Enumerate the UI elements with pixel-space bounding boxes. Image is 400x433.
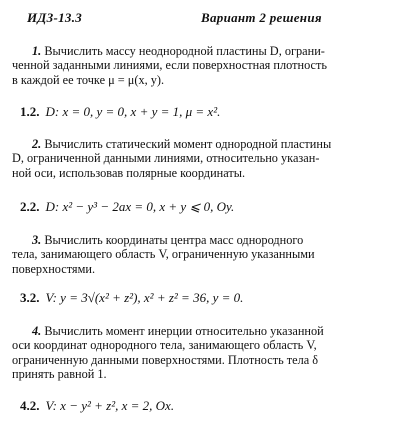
- problem-4-line-3: ограниченную данными поверхностями. Плотность тела δ: [12, 352, 319, 367]
- problem-4-number: 4.: [32, 324, 42, 338]
- problem-4-line-2: оси координат однородного тела, занимающего область V,: [12, 338, 317, 353]
- problem-2-line-2: D, ограниченной данными линиями, относительно указан-: [12, 151, 320, 166]
- header-left-title: ИДЗ-13.3: [27, 10, 83, 25]
- problem-3-number: 3.: [32, 233, 42, 247]
- problem-3-line-3: поверхностями.: [12, 261, 96, 276]
- problem-3-line-2: тела, занимающего область V, ограниченную указанными: [12, 247, 315, 262]
- problem-1-text: [12, 44, 388, 87]
- problem-4-text: [12, 324, 388, 382]
- problem-1-line-2: ченной заданными линиями, если поверхностная плотность: [12, 58, 327, 73]
- problem-4-line-1: 4. Вычислить момент инерции относительно указанной: [32, 324, 324, 338]
- problem-4-subtask: [20, 398, 174, 414]
- problem-2-subtask: [20, 199, 234, 215]
- problem-2-line-1: 2. Вычислить статический момент однородной пластины: [32, 137, 332, 151]
- subtask-2-label: 2.2.: [20, 199, 40, 214]
- subtask-1-formula: D: x = 0, y = 0, x + y = 1, μ = x².: [45, 104, 221, 119]
- problem-2-number: 2.: [32, 137, 42, 151]
- header-right-title: Вариант 2 решения: [201, 10, 322, 25]
- subtask-3-label: 3.2.: [20, 290, 40, 305]
- problem-3-subtask: [20, 290, 243, 306]
- problem-1-line-1: 1. Вычислить массу неоднородной пластины D, ограни-: [32, 44, 325, 58]
- subtask-3-formula: V: y = 3√(x² + z²), x² + z² = 36, y = 0.: [45, 290, 244, 305]
- problem-3-line-1: 3. Вычислить координаты центра масс однородного: [32, 233, 304, 247]
- problem-2-text: [12, 137, 388, 180]
- subtask-2-formula: D: x² − y³ − 2ax = 0, x + y ⩽ 0, Oy.: [45, 199, 235, 214]
- problem-1-number: 1.: [32, 44, 42, 58]
- problem-1-line-3: в каждой ее точке μ = μ(x, y).: [12, 72, 165, 87]
- subtask-1-label: 1.2.: [20, 104, 40, 119]
- problem-4-line-4: принять равной 1.: [12, 367, 107, 382]
- problem-2-line-3: ной оси, использовав полярные координаты.: [12, 165, 246, 180]
- problem-3-text: [12, 233, 388, 276]
- subtask-4-formula: V: x − y² + z², x = 2, Ox.: [45, 398, 175, 413]
- problem-1-subtask: [20, 104, 220, 120]
- subtask-4-label: 4.2.: [20, 398, 40, 413]
